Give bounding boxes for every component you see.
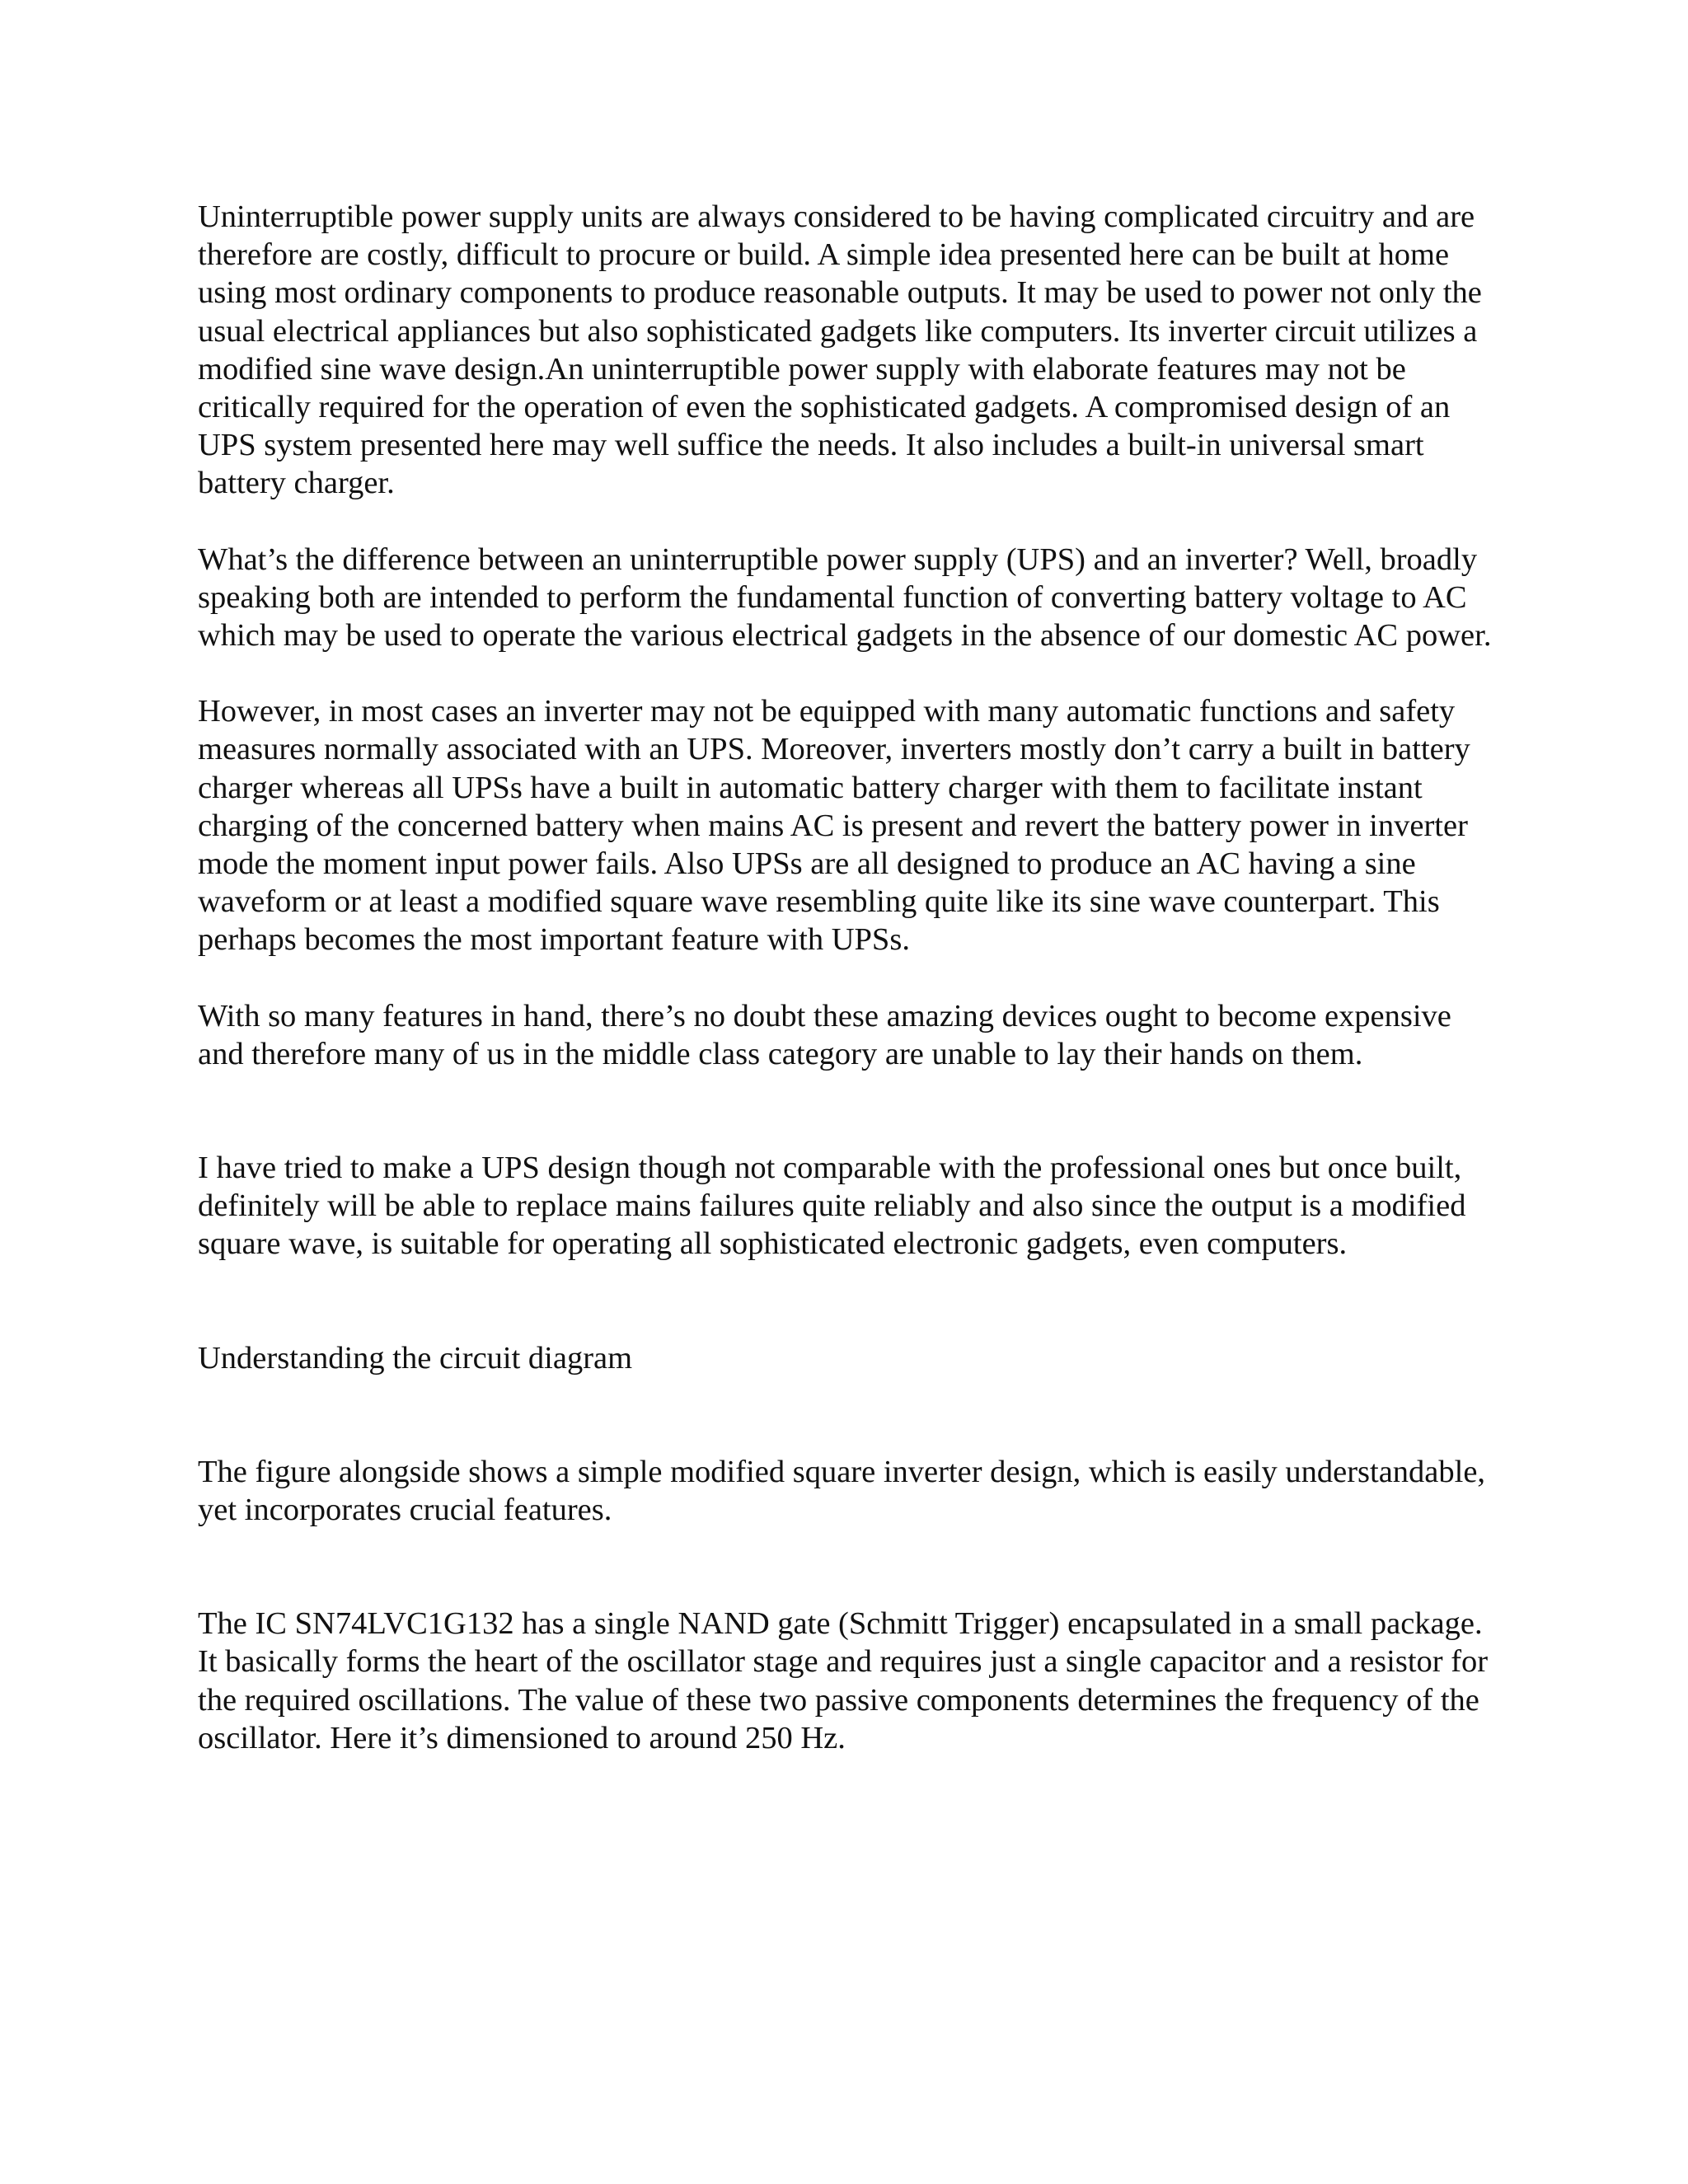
paragraph-cost: With so many features in hand, there’s no doubt these amazing devices ought to become expensive and therefore many of us in the middle class category are unable to lay their hands on them. bbox=[198, 998, 1451, 1071]
document-page bbox=[198, 198, 1500, 1757]
paragraph-intro: Uninterruptible power supply units are always considered to be having complicated circuitry and are therefore are costly, difficult to procure or build. A simple idea presented here can be built at home using most ordinary components to produce reasonable outputs. It may be used to power not only the usual electrical appliances but also sophisticated gadgets like computers. Its inverter circuit utilizes a modified sine wave design.An uninterruptible power supply with elaborate features may not be critically required for the operation of even the sophisticated gadgets. A compromised design of an UPS system presented here may well suffice the needs. It also includes a built-in universal smart battery charger. bbox=[198, 199, 1482, 501]
paragraph-figure-description: The figure alongside shows a simple modified square inverter design, which is easily understandable, yet incorporates crucial features. bbox=[198, 1454, 1486, 1528]
paragraph-oscillator: The IC SN74LVC1G132 has a single NAND gate (Schmitt Trigger) encapsulated in a small package. It basically forms the heart of the oscillator stage and requires just a single capacitor and a resistor for the required oscillations. The value of these two passive components determines the frequency of the oscillator. Here it’s dimensioned to around 250 Hz. bbox=[198, 1606, 1489, 1755]
paragraph-design-goal: I have tried to make a UPS design though not comparable with the professional ones but once built, definitely will be able to replace mains failures quite reliably and also since the output is a modified square wave, is suitable for operating all sophisticated electronic gadgets, even computers. bbox=[198, 1151, 1466, 1262]
paragraph-inverter-features: However, in most cases an inverter may not be equipped with many automatic functions and safety measures normally associated with an UPS. Moreover, inverters mostly don’t carry a built in battery charger whereas all UPSs have a built in automatic battery charger with them to facilitate instant charging of the concerned battery when mains AC is present and revert the battery power in inverter mode the moment input power fails. Also UPSs are all designed to produce an AC having a sine waveform or at least a modified square wave resembling quite like its sine wave counterpart. This perhaps becomes the most important feature with UPSs. bbox=[198, 694, 1470, 958]
paragraph-ups-vs-inverter: What’s the difference between an uninterruptible power supply (UPS) and an inverter? Well, broadly speaking both are intended to perform the fundamental function of converting battery voltage to AC which may be used to operate the various electrical gadgets in the absence of our domestic AC power. bbox=[198, 541, 1492, 654]
section-heading: Understanding the circuit diagram bbox=[198, 1340, 633, 1376]
